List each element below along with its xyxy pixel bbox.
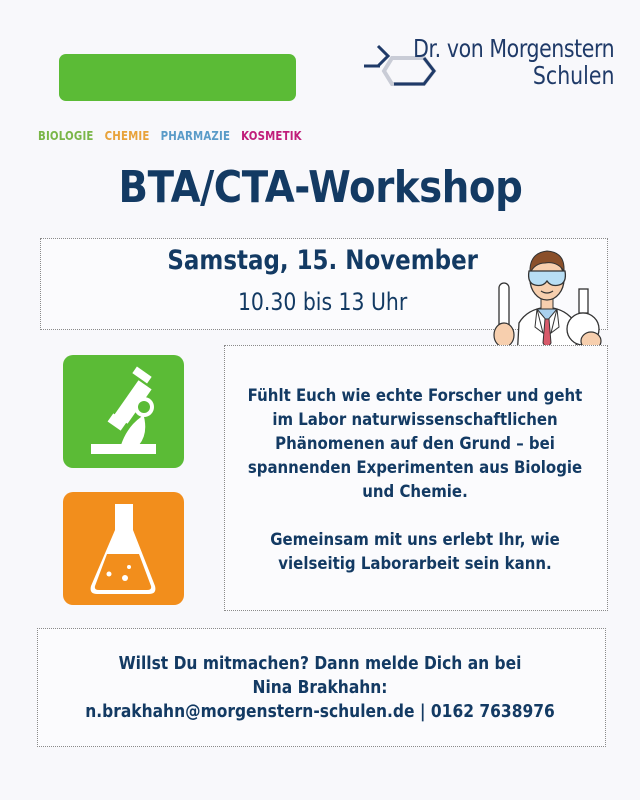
microscope-icon	[63, 355, 184, 468]
school-logo	[364, 34, 614, 94]
green-banner	[59, 54, 296, 101]
category-pharmazie: PHARMAZIE	[160, 129, 231, 143]
category-biologie: BIOLOGIE	[38, 129, 94, 143]
contact-line1: Willst Du mitmachen? Dann melde Dich an bei	[119, 653, 522, 674]
category-kosmetik: KOSMETIK	[241, 129, 302, 143]
category-list	[38, 129, 302, 143]
contact-email[interactable]: n.brakhahn@morgenstern-schulen.de	[85, 701, 415, 722]
contact-name: Nina Brakhahn:	[252, 677, 388, 698]
description-text	[224, 384, 606, 576]
contact-text	[37, 652, 604, 724]
logo-line2: Schulen	[532, 61, 614, 90]
logo-line1: Dr. von Morgenstern	[412, 34, 614, 63]
contact-phone[interactable]: 0162 7638976	[431, 701, 556, 722]
microscope-tile	[63, 355, 184, 468]
description-paragraph-2: Gemeinsam mit uns erlebt Ihr, wie vielseitig Laborarbeit sein kann.	[270, 530, 560, 574]
event-time: 10.30 bis 13 Uhr	[238, 288, 408, 316]
event-date: Samstag, 15. November	[167, 245, 479, 276]
flask-icon	[63, 492, 184, 605]
category-chemie: CHEMIE	[104, 129, 150, 143]
description-paragraph-1: Fühlt Euch wie echte Forscher und geht im Labor naturwissenschaftlichen Phänomenen auf den Grund – bei spannenden Experimenten aus Biologie und Chemie.	[247, 386, 583, 502]
scientist-icon	[487, 243, 607, 359]
contact-separator: |	[414, 701, 432, 722]
flask-tile	[63, 492, 184, 605]
page-title: BTA/CTA-Workshop	[118, 162, 522, 213]
